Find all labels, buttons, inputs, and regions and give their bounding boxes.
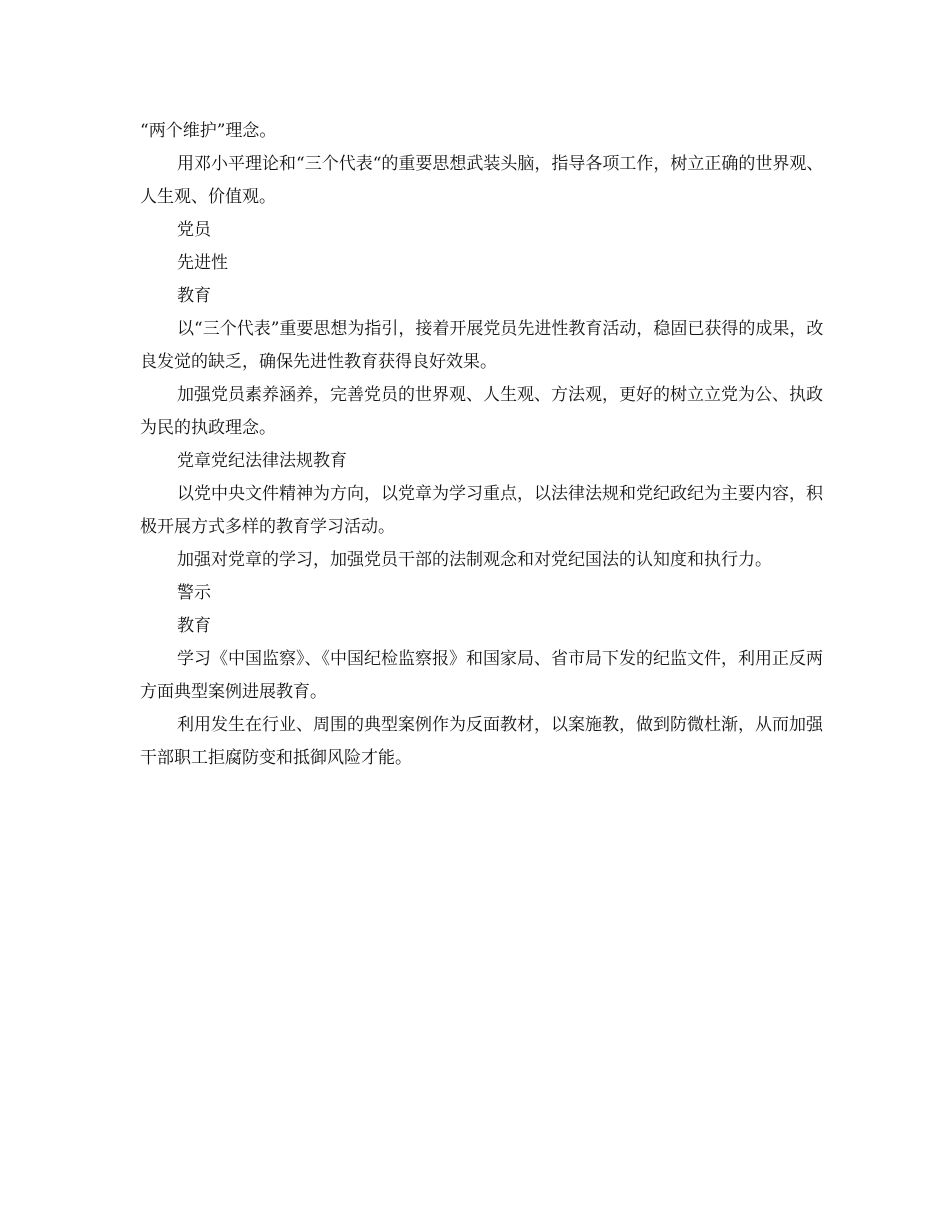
paragraph-two-safeguards: “两个维护”理念。 (140, 121, 277, 141)
paragraph-supervision-study: 学习《中国监察》、《中国纪检监察报》和国家局、省市局下发的纪监文件，利用正反两方面典型案例进展教育。 (140, 649, 823, 702)
heading-party-member: 党员 (177, 220, 211, 240)
paragraph-constitution-study: 加强对党章的学习，加强党员干部的法制观念和对党纪国法的认知度和执行力。 (177, 550, 772, 570)
heading-warning-education: 教育 (177, 616, 211, 636)
heading-advanced-nature: 先进性 (177, 253, 228, 273)
paragraph-advanced-education: 以“三个代表”重要思想为指引，接着开展党员先进性教育活动，稳固已获得的成果，改良发觉的缺乏，确保先进性教育获得良好效果。 (140, 319, 824, 372)
document-body (140, 115, 830, 775)
paragraph-theory-arming: 用邓小平理论和“三个代表“的重要思想武装头脑，指导各项工作，树立正确的世界观、人生观、价值观。 (140, 154, 824, 207)
paragraph-member-cultivation: 加强党员素养涵养，完善党员的世界观、人生观、方法观，更好的树立立党为公、执政为民的执政理念。 (140, 385, 823, 438)
paragraph-central-documents: 以党中央文件精神为方向，以党章为学习重点，以法律法规和党纪政纪为主要内容，积极开展方式多样的教育学习活动。 (140, 484, 823, 537)
heading-education: 教育 (177, 286, 211, 306)
heading-party-constitution-education: 党章党纪法律法规教育 (177, 451, 347, 471)
heading-warning: 警示 (177, 583, 211, 603)
paragraph-case-teaching: 利用发生在行业、周围的典型案例作为反面教材，以案施教，做到防微杜渐，从而加强干部职工拒腐防变和抵御风险才能。 (140, 715, 823, 768)
